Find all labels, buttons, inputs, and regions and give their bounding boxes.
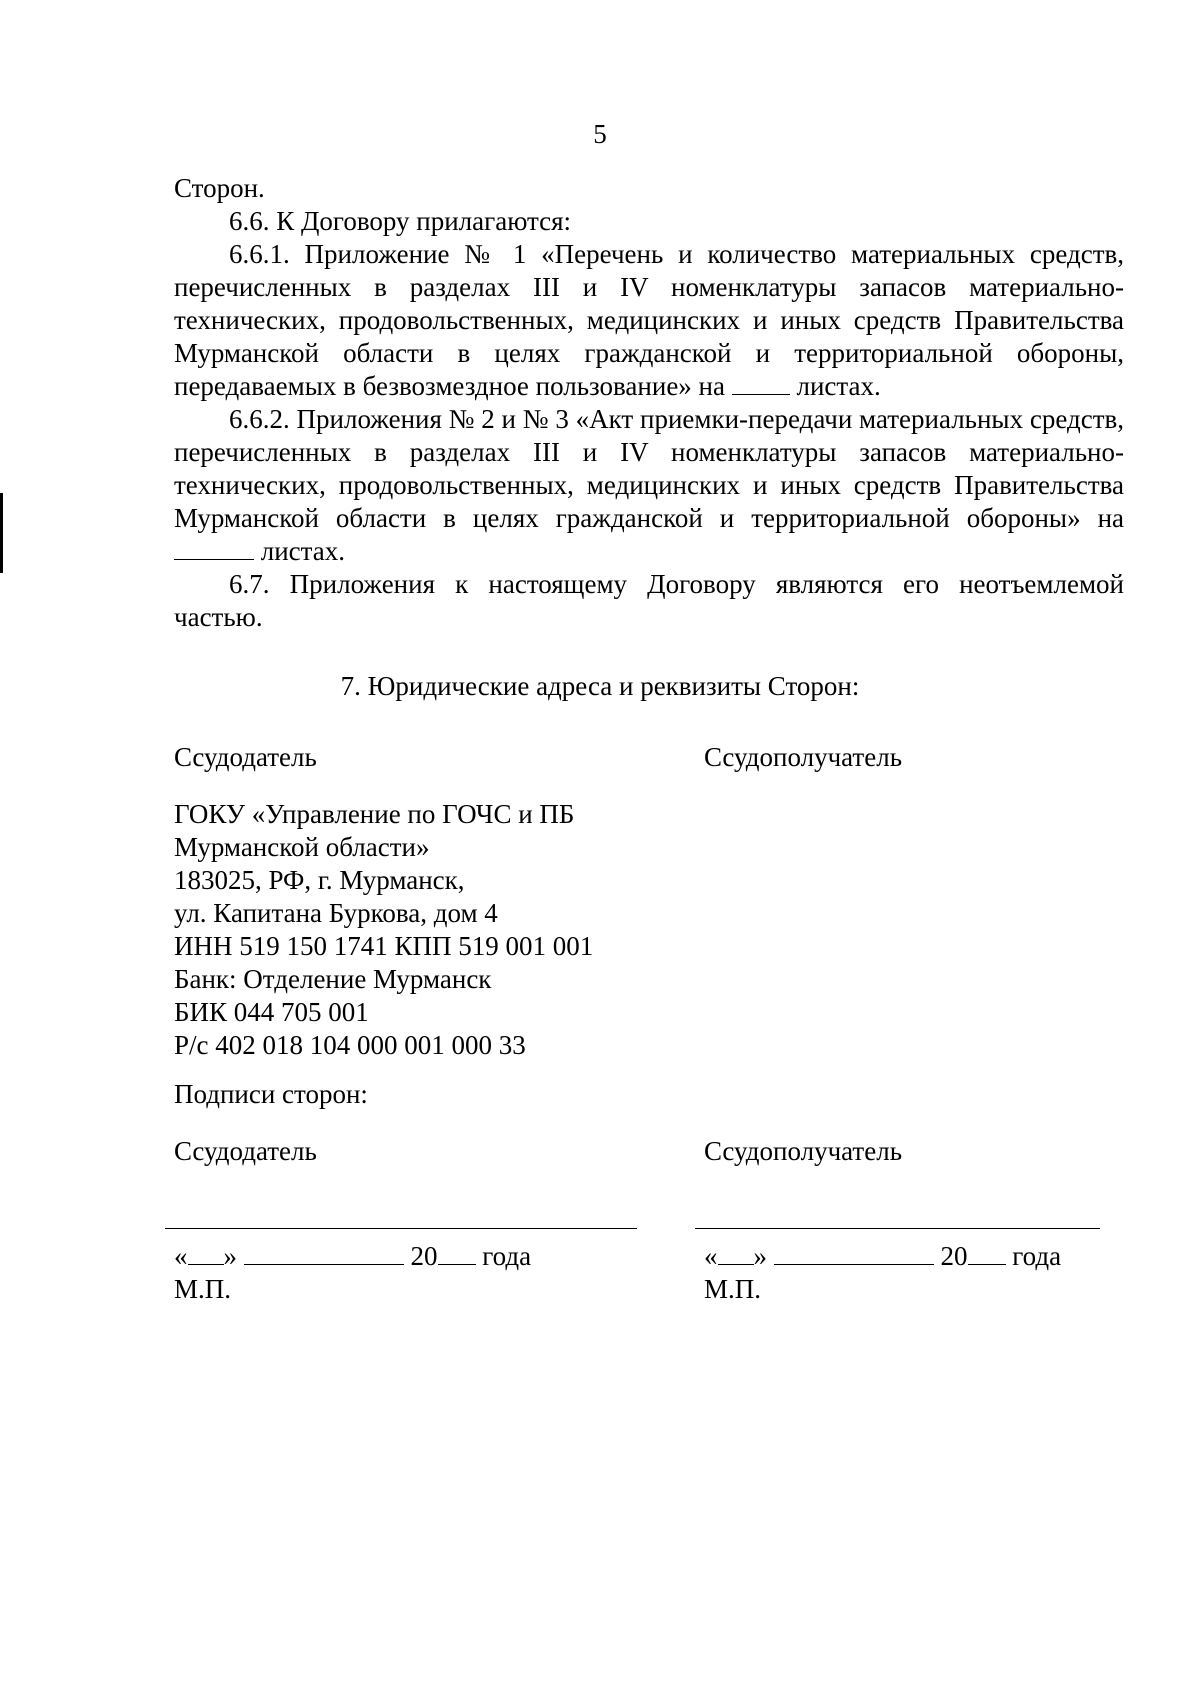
scan-edge-mark bbox=[0, 493, 3, 573]
century: 20 bbox=[940, 1241, 968, 1271]
page-number: 5 bbox=[593, 119, 607, 149]
lessor-detail-line: ул. Капитана Буркова, дом 4 bbox=[174, 898, 498, 928]
lessor-details bbox=[174, 798, 593, 1062]
lessor-label: Ссудодатель bbox=[174, 742, 317, 772]
lessor-detail-line: Р/с 402 018 104 000 001 000 33 bbox=[174, 1030, 526, 1060]
paragraph-6-6-2-end: листах. bbox=[260, 536, 346, 566]
paragraph-6-6-1 bbox=[174, 238, 1124, 403]
paragraph-6-6-2-text: 6.6.2. Приложения № 2 и № 3 «Акт приемки-передачи материальных средств, перечисленных в разделах III и IV номенклатуры запасов материально-технических, продовольственных, медицинских и иных средств Правительства Мурманской области в целях гражданской и территориальной обороны» на bbox=[174, 404, 1124, 533]
lessor-detail-line: Банк: Отделение Мурманск bbox=[174, 964, 492, 994]
day-blank bbox=[718, 1242, 754, 1265]
paragraph-6-7: 6.7. Приложения к настоящему Договору являются его неотъемлемой частью. bbox=[174, 569, 1124, 632]
paragraph-6-6-2 bbox=[174, 403, 1124, 568]
signatures-heading: Подписи сторон: bbox=[174, 1079, 368, 1109]
signature-lessee-label: Ссудополучатель bbox=[704, 1136, 903, 1166]
document-body bbox=[174, 172, 1124, 634]
quote-open: « bbox=[174, 1241, 188, 1271]
month-blank bbox=[774, 1242, 934, 1265]
day-blank bbox=[188, 1242, 224, 1265]
lessee-label: Ссудополучатель bbox=[704, 742, 903, 772]
lessee-seal-mark: М.П. bbox=[704, 1274, 762, 1304]
paragraph-6-6-1-end: листах. bbox=[796, 371, 881, 401]
lessor-detail-line: ИНН 519 150 1741 КПП 519 001 001 bbox=[174, 931, 594, 961]
lessor-date-row bbox=[174, 1240, 531, 1273]
century: 20 bbox=[410, 1241, 438, 1271]
year-blank bbox=[438, 1242, 476, 1265]
lessor-detail-line: 183025, РФ, г. Мурманск, bbox=[174, 865, 465, 895]
section-title: 7. Юридические адреса и реквизиты Сторон: bbox=[340, 671, 860, 701]
month-blank bbox=[244, 1242, 404, 1265]
sheet-count-blank bbox=[732, 372, 790, 395]
lessee-date-row bbox=[704, 1240, 1061, 1273]
year-blank bbox=[968, 1242, 1006, 1265]
lessor-detail-line: Мурманской области» bbox=[174, 832, 430, 862]
lessor-detail-line: ГОКУ «Управление по ГОЧС и ПБ bbox=[174, 799, 575, 829]
year-word: года bbox=[1012, 1241, 1062, 1271]
sheet-count-blank bbox=[174, 537, 254, 560]
paragraph-6-6: 6.6. К Договору прилагаются: bbox=[229, 206, 572, 236]
lessor-detail-line: БИК 044 705 001 bbox=[174, 997, 369, 1027]
signature-lessor-label: Ссудодатель bbox=[174, 1136, 317, 1166]
paragraph-6-6-1-text: 6.6.1. Приложение № 1 «Перечень и количество материальных средств, перечисленных в разделах III и IV номенклатуры запасов материально-технических, продовольственных, медицинских и иных средств Правительства Мурманской области в целях гражданской и территориальной обороны, передаваемых в безвозмездное пользование» на bbox=[174, 239, 1124, 401]
lessor-seal-mark: М.П. bbox=[174, 1274, 232, 1304]
lessor-signature-line bbox=[165, 1228, 637, 1229]
quote-close: » bbox=[753, 1241, 767, 1271]
paragraph-continuation: Сторон. bbox=[174, 173, 265, 203]
lessee-signature-line bbox=[695, 1228, 1100, 1229]
quote-open: « bbox=[704, 1241, 718, 1271]
quote-close: » bbox=[223, 1241, 237, 1271]
year-word: года bbox=[482, 1241, 532, 1271]
